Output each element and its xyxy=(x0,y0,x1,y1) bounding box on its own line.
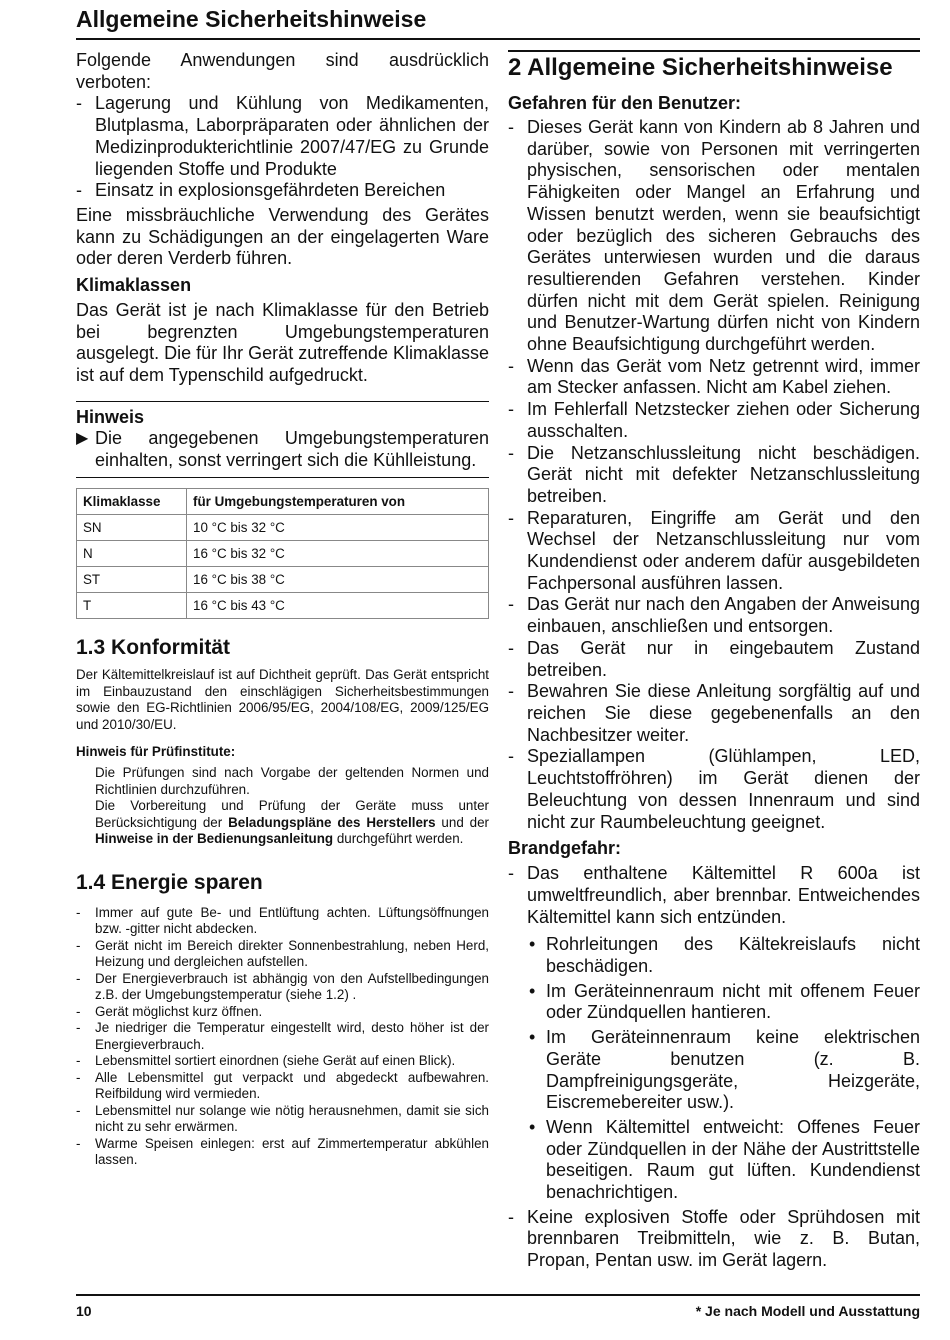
arrow-right-icon: ▶ xyxy=(76,429,89,447)
page-header xyxy=(76,4,920,40)
table-row xyxy=(77,541,489,567)
table-cell: 16 °C bis 38 °C xyxy=(187,567,489,593)
table-cell: ST xyxy=(77,567,187,593)
klima-heading: Klimaklassen xyxy=(76,275,192,296)
list-item: - Warme Speisen einlegen: erst auf Zimmertemperatur abkühlen lassen. xyxy=(76,1136,489,1169)
pruef-text-part: durchgeführt werden. xyxy=(333,831,464,847)
table-header-cell: Klimaklasse xyxy=(77,489,187,515)
right-column xyxy=(508,50,920,1272)
energie-heading: 1.4 Energie sparen xyxy=(76,870,263,894)
hinweis-text: Die angegebenen Umgebungstemperaturen einhalten, sonst verringert sich die Kühlleistung. xyxy=(95,427,489,470)
pruef-text-2 xyxy=(95,798,489,848)
gefahren-list xyxy=(508,117,920,833)
list-item: - Immer auf gute Be- und Entlüftung achten. Lüftungsöffnungen bzw. -gitter nicht abdecken. xyxy=(76,905,489,938)
section-heading-wrap xyxy=(508,50,920,82)
section-heading: 2 Allgemeine Sicherheitshinweise xyxy=(508,54,893,81)
list-item: - Keine explosiven Stoffe oder Sprühdosen mit brennbaren Treibmitteln, wie z. B. Butan, Propan, Pentan usw. im Gerät lagern. xyxy=(508,1207,920,1272)
konformitaet-heading: 1.3 Konformität xyxy=(76,636,231,660)
pruef-text-1: Die Prüfungen sind nach Vorgabe der geltenden Normen und Richtlinien durchzuführen. xyxy=(95,765,489,797)
table-row xyxy=(77,593,489,619)
pruef-block xyxy=(76,765,489,848)
bullet-item: • Rohrleitungen des Kältekreislaufs nicht beschädigen. xyxy=(527,934,920,977)
forbidden-list xyxy=(76,93,489,202)
list-item: - Lagerung und Kühlung von Medikamenten, Blutplasma, Laborpräparaten oder ähnlichen der Medizinprodukterichtlinie 2007/47/EG zu Grunde liegenden Stoffe und Produkte xyxy=(76,93,489,180)
table-header-row xyxy=(77,489,489,515)
klima-text: Das Gerät ist je nach Klimaklasse für den Betrieb bei begrenzten Umgebungstemperaturen ausgelegt. Die für Ihr Gerät zutreffende Klimaklasse ist auf dem Typenschild aufgedruckt. xyxy=(76,300,489,386)
brand-heading: Brandgefahr: xyxy=(508,838,622,859)
page-number: 10 xyxy=(76,1303,92,1319)
list-item: - Alle Lebensmittel gut verpackt und abgedeckt aufbewahren. Reifbildung wird vermieden. xyxy=(76,1070,489,1103)
list-item: - Wenn das Gerät vom Netz getrennt wird, immer am Stecker anfassen. Nicht am Kabel ziehen. xyxy=(508,356,920,399)
list-item: - Lebensmittel nur solange wie nötig herausnehmen, damit sie sich nicht zu sehr erwärmen. xyxy=(76,1103,489,1136)
table-cell: N xyxy=(77,541,187,567)
list-item: - Gerät möglichst kurz öffnen. xyxy=(76,1004,489,1021)
list-item: - Dieses Gerät kann von Kindern ab 8 Jahren und darüber, sowie von Personen mit verringerten physischen, sensorischen oder mentalen Fähigkeiten oder Mangel an Erfahrung und Wissen benutzt werden, wenn sie beaufsichtigt oder bezüglich des sicheren Gebrauchs des Gerätes unterwiesen wurden und die daraus resultierenden Gefahren verstehen. Kinder dürfen nicht mit dem Gerät spielen. Reinigung und Benutzer-Wartung dürfen nicht von Kindern ohne Beaufsichtigung durchgeführt werden. xyxy=(508,117,920,356)
list-item: - Einsatz in explosionsgefährdeten Bereichen xyxy=(76,180,489,202)
list-item: - Das Gerät nur nach den Angaben der Anweisung einbauen, anschließen und entsorgen. xyxy=(508,594,920,637)
table-cell: T xyxy=(77,593,187,619)
page-footer xyxy=(76,1294,920,1326)
list-item: - Speziallampen (Glühlampen, LED, Leuchtstoffröhren) im Gerät dienen der Beleuchtung von dessen Innenraum und sind nicht zur Raumbeleuchtung geeignet. xyxy=(508,746,920,833)
list-item xyxy=(508,863,920,1204)
brand-list xyxy=(508,863,920,1272)
bullet-item: • Im Geräteinnenraum keine elektrischen Geräte benutzen (z. B. Dampfreinigungsgeräte, Heizgeräte, Eiscremebereiter usw.). xyxy=(527,1027,920,1114)
list-item: - Bewahren Sie diese Anleitung sorgfältig auf und reichen Sie diese gegebenenfalls an den Nachbesitzer weiter. xyxy=(508,681,920,746)
list-item: - Reparaturen, Eingriffe am Gerät und den Wechsel der Netzanschlussleitung nur vom Kundendienst oder anderem dafür ausgebildeten Fachpersonal ausführen lassen. xyxy=(508,508,920,595)
misuse-text: Eine missbräuchliche Verwendung des Gerätes kann zu Schädigungen an der eingelagerten Ware oder deren Verderb führen. xyxy=(76,204,489,269)
table-header-cell: für Umgebungstemperaturen von xyxy=(187,489,489,515)
left-column xyxy=(76,50,489,1169)
klima-table xyxy=(76,488,489,619)
list-item: - Die Netzanschlussleitung nicht beschädigen. Gerät nicht mit defekter Netzanschlussleitung betreiben. xyxy=(508,443,920,508)
list-item: - Je niedriger die Temperatur eingestellt wird, desto höher ist der Energieverbrauch. xyxy=(76,1020,489,1053)
pruef-text-part: und der xyxy=(435,814,490,830)
footer-note: * Je nach Modell und Ausstattung xyxy=(695,1303,920,1319)
table-cell: 16 °C bis 43 °C xyxy=(187,593,489,619)
list-item: - Der Energieverbrauch ist abhängig von den Aufstellbedingungen z.B. der Umgebungstemperatur (siehe 1.2) . xyxy=(76,971,489,1004)
page-title: Allgemeine Sicherheitshinweise xyxy=(76,6,427,32)
list-item: - Das Gerät nur in eingebautem Zustand betreiben. xyxy=(508,638,920,681)
list-item: - Im Fehlerfall Netzstecker ziehen oder Sicherung ausschalten. xyxy=(508,399,920,442)
hinweis-box xyxy=(76,401,489,478)
gefahren-heading: Gefahren für den Benutzer: xyxy=(508,93,742,113)
pruef-text-part: Die Vorbereitung und Prüfung der Geräte muss unter Berücksichtigung der xyxy=(95,798,489,830)
table-cell: 10 °C bis 32 °C xyxy=(187,515,489,541)
table-row xyxy=(77,515,489,541)
bullet-item: • Wenn Kältemittel entweicht: Offenes Feuer oder Zündquellen in der Nähe der Austrittstelle beseitigen. Raum gut lüften. Kundendienst benachrichtigen. xyxy=(527,1117,920,1204)
table-cell: 16 °C bis 32 °C xyxy=(187,541,489,567)
bullet-item: • Im Geräteinnenraum nicht mit offenem Feuer oder Zündquellen hantieren. xyxy=(527,981,920,1024)
energie-list xyxy=(76,905,489,1169)
table-row xyxy=(77,567,489,593)
list-item: - Lebensmittel sortiert einordnen (siehe Gerät auf einen Blick). xyxy=(76,1053,489,1070)
list-item: - Gerät nicht im Bereich direkter Sonnenbestrahlung, neben Herd, Heizung und dergleichen aufstellen. xyxy=(76,938,489,971)
brand-intro: Das enthaltene Kältemittel R 600a ist umweltfreundlich, aber brennbar. Entweichendes Kältemittel kann sich entzünden. xyxy=(527,863,920,927)
brand-bullets xyxy=(527,934,920,1203)
pruef-text-bold: Hinweise in der Bedienungsanleitung xyxy=(95,831,334,847)
table-cell: SN xyxy=(77,515,187,541)
pruef-heading: Hinweis für Prüfinstitute: xyxy=(76,744,236,760)
hinweis-heading: Hinweis xyxy=(76,406,145,427)
pruef-text-bold: Beladungspläne des Herstellers xyxy=(228,814,436,830)
konformitaet-text: Der Kältemittelkreislauf ist auf Dichtheit geprüft. Das Gerät entspricht im Einbauzustand den einschlägigen Sicherheitsbestimmungen sowie den EG-Richtlinien 2006/95/EG, 2004/108/EG, 2009/125/EG und 2010/30/EU. xyxy=(76,667,489,732)
hinweis-row xyxy=(76,428,489,471)
forbidden-intro: Folgende Anwendungen sind ausdrücklich verboten: xyxy=(76,50,489,92)
